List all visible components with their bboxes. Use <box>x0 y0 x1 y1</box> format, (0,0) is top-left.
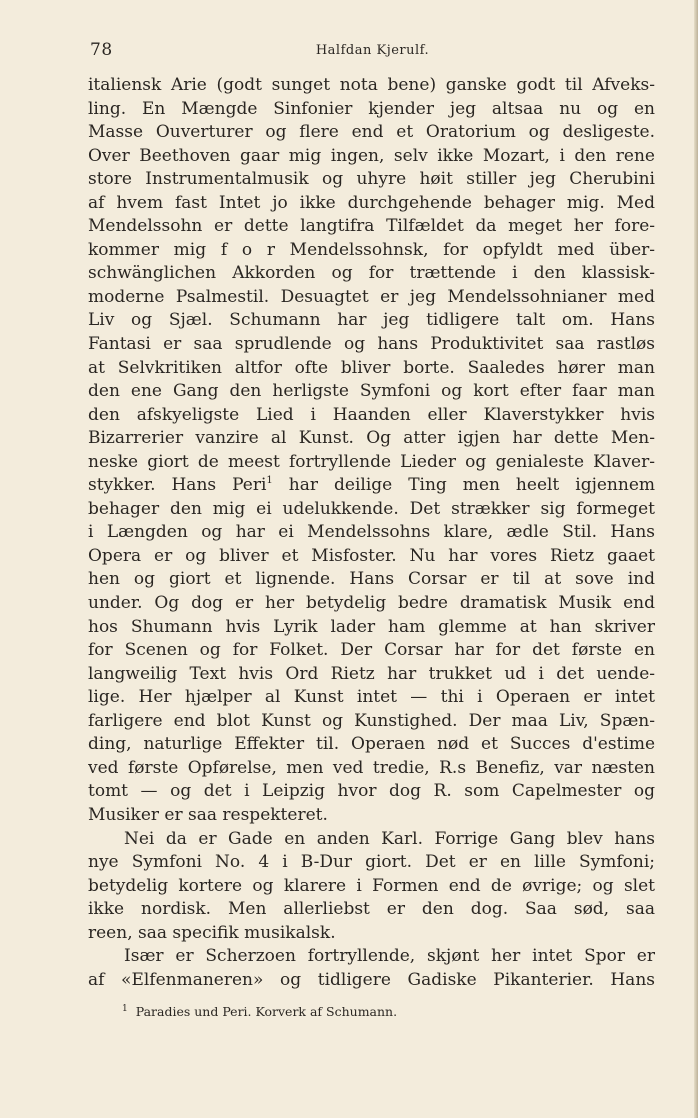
text-line: af hvem fast Intet jo ikke durchgehende behager mig. Med <box>88 192 655 213</box>
text-line: i Længden og har ei Mendelssohns klare, ædle Stil. Hans <box>88 522 655 543</box>
text-line: store Instrumentalmusik og uhyre høit stiller jeg Cherubini <box>88 169 655 190</box>
page-edge <box>694 0 698 1118</box>
running-title: Halfdan Kjerulf. <box>315 43 430 58</box>
body-text <box>88 74 655 992</box>
text-fragment: stykker. Hans Peri <box>88 475 267 496</box>
paragraph-start-line: Især er Scherzoen fortryllende, skjønt her intet Spor er <box>124 946 655 967</box>
footnote-text: Paradies und Peri. Korverk af Schumann. <box>135 1004 398 1019</box>
text-line: Liv og Sjæl. Schumann har jeg tidligere talt om. Hans <box>88 310 655 331</box>
text-line: at Selvkritiken altfor ofte bliver borte. Saaledes hører man <box>88 357 655 378</box>
text-line: for Scenen og for Folket. Der Corsar har for det første en <box>88 640 655 661</box>
running-head <box>90 40 655 66</box>
text-line: ved første Opførelse, men ved tredie, R.s Benefiz, var næsten <box>88 757 655 778</box>
text-line: den ene Gang den herligste Symfoni og kort efter faar man <box>88 381 655 402</box>
text-line: ling. En Mængde Sinfonier kjender jeg altsaa nu og en <box>88 98 655 119</box>
text-line: farligere end blot Kunst og Kunstighed. Der maa Liv, Spæn- <box>88 710 655 731</box>
text-line: betydelig kortere og klarere i Formen end de øvrige; og slet <box>88 875 655 896</box>
text-line-with-footnote-ref <box>88 474 655 498</box>
text-line: schwänglichen Akkorden og for trættende i den klassisk- <box>88 263 655 284</box>
text-line: langweilig Text hvis Ord Rietz har trukket ud i det uende- <box>88 663 655 684</box>
text-line: nye Symfoni No. 4 i B-Dur giort. Det er en lille Symfoni; <box>88 852 655 873</box>
text-line: Fantasi er saa sprudlende og hans Produktivitet saa rastløs <box>88 334 655 355</box>
footnote <box>122 1003 655 1021</box>
paragraph-end-line: Musiker er saa respekteret. <box>88 804 328 825</box>
text-line: neske giort de meest fortryllende Lieder og genialeste Klaver- <box>88 451 655 472</box>
footnote-reference[interactable]: 1 <box>266 475 273 487</box>
text-line: Masse Ouverturer og flere end et Oratorium og desligeste. <box>88 122 655 143</box>
text-line: under. Og dog er her betydelig bedre dramatisk Musik end <box>88 593 655 614</box>
text-line: tomt — og det i Leipzig hvor dog R. som Capelmester og <box>88 781 655 802</box>
text-line: af «Elfenmaneren» og tidligere Gadiske Pikanterier. Hans <box>88 969 655 990</box>
text-line: ding, naturlige Effekter til. Operaen nød et Succes d'estime <box>88 734 655 755</box>
paragraph-end-line: reen, saa specifik musikalsk. <box>88 922 336 943</box>
text-fragment: har deilige Ting men heelt igjennem <box>272 475 655 496</box>
text-line: Mendelssohn er dette langtifra Tilfældet da meget her fore- <box>88 216 655 237</box>
text-line: ikke nordisk. Men allerliebst er den dog. Saa sød, saa <box>88 899 655 920</box>
text-line: lige. Her hjælper al Kunst intet — thi i Operaen er intet <box>88 687 655 708</box>
text-line: Bizarrerier vanzire al Kunst. Og atter igjen har dette Men- <box>88 428 655 449</box>
page-number: 78 <box>90 40 113 60</box>
text-line: kommer mig f o r Mendelssohnsk, for opfyldt med über- <box>88 239 655 260</box>
paragraph-start-line: Nei da er Gade en anden Karl. Forrige Gang blev hans <box>124 828 655 849</box>
text-line: den afskyeligste Lied i Haanden eller Klaverstykker hvis <box>88 404 655 425</box>
text-line: Over Beethoven gaar mig ingen, selv ikke Mozart, i den rene <box>88 145 655 166</box>
text-line: Opera er og bliver et Misfoster. Nu har vores Rietz gaaet <box>88 545 655 566</box>
text-line: italiensk Arie (godt sunget nota bene) ganske godt til Afveks- <box>88 75 655 95</box>
text-line: behager den mig ei udelukkende. Det strækker sig formeget <box>88 498 655 519</box>
footnote-mark: 1 <box>122 1004 128 1014</box>
text-line: moderne Psalmestil. Desuagtet er jeg Mendelssohnianer med <box>88 286 655 307</box>
text-line: hos Shumann hvis Lyrik lader ham glemme at han skriver <box>88 616 655 637</box>
text-line: hen og giort et lignende. Hans Corsar er til at sove ind <box>88 569 655 590</box>
